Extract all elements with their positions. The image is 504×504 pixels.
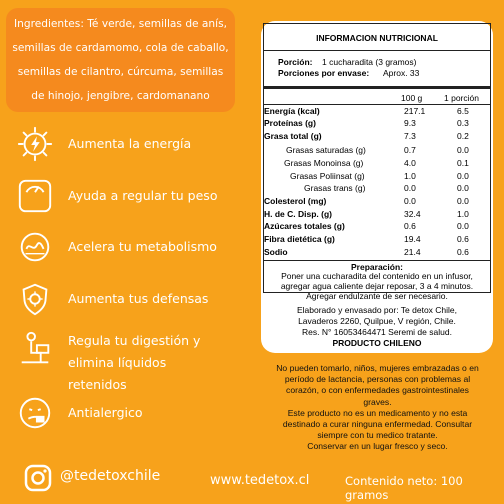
ingredients-text: Ingredientes: Té verde, semillas de anís, semillas de cardamomo, cola de caballo, semillas de cilantro, cúrcuma, semillas de hinojo, jengibre, cardomanano	[12, 18, 229, 102]
benefit-label: Ayuda a regular tu peso	[68, 188, 218, 203]
benefit-label: Acelera tu metabolismo	[68, 239, 217, 254]
benefit-label: Aumenta la energía	[68, 136, 192, 151]
digestion-icon	[16, 330, 54, 368]
product-origin: PRODUCTO CHILENO	[332, 338, 422, 348]
column-portion: 1 porción	[444, 93, 479, 103]
weight-scale-icon	[16, 177, 54, 215]
warning-text: No pueden tomarlo, niños, mujeres embrazadas o en período de lactancia, personas con problemas al corazón, o con enfermedades gastrointestinales graves. Este producto no es un medicamento y no esta destinado a curar ninguna enfermedad. Consultar siempre con tu medico tratante. Conservar en un lugar fresco y seco.	[276, 363, 479, 452]
nutrition-panel	[261, 21, 493, 353]
portion-value: 1 cucharadita (3 gramos)	[322, 57, 417, 67]
portion-label: Porción:	[278, 57, 313, 67]
preparation-title: Preparación:	[351, 262, 403, 272]
benefit-weight	[16, 177, 256, 215]
benefit-antiallergic	[16, 394, 256, 432]
column-100g: 100 g	[401, 93, 423, 103]
benefit-label: Regula tu digestión y elimina líquidos retenidos	[68, 333, 201, 392]
manufacturer-line: Lavaderos 2260, Quilpue, V región, Chile.	[298, 316, 456, 326]
benefit-defenses	[16, 280, 256, 318]
benefit-digestion	[16, 330, 256, 396]
benefit-energy	[16, 125, 256, 163]
servings-label: Porciones por envase:	[278, 68, 370, 78]
metabolism-icon	[16, 228, 54, 266]
preparation-line: agregar agua caliente dejar reposar, 3 a 4 minutos.	[280, 281, 474, 291]
shield-defense-icon	[16, 280, 54, 318]
benefit-label: Aumenta tus defensas	[68, 291, 209, 306]
sneeze-icon	[16, 394, 54, 432]
preparation-line: Agregar endulzante de ser necesario.	[306, 291, 448, 301]
website-link[interactable]: www.tedetox.cl	[210, 473, 310, 488]
benefit-label: Antialergico	[68, 405, 143, 420]
manufacturer-line: Elaborado y envasado por: Te detox Chile,	[296, 305, 458, 315]
servings-value: Aprox. 33	[383, 68, 420, 78]
nutrition-title: INFORMACION NUTRICIONAL	[316, 33, 438, 43]
manufacturer-line: Res. N° 16053464471 Seremi de salud.	[302, 327, 452, 337]
instagram-handle[interactable]: @tedetoxchile	[60, 468, 161, 484]
ingredients-box	[6, 8, 235, 112]
instagram-icon[interactable]	[24, 464, 52, 492]
net-content: Contenido neto: 100 gramos	[345, 474, 463, 502]
nutrition-table: INFORMACION NUTRICIONAL Porción: 1 cucharadita (3 gramos) Porciones por envase: Aprox. 33 100 g 1 porción Energía (kcal) 217.1 6.5 Proteínas (g) 9.3 0.3 Grasa total (g) 7.3 0.2 Grasas saturadas (g) 0.7 0.0 Grasas Monoinsa (g) 4.0 0.1 Grasas Poliinsat (g) 1.0 0.0 Grasas trans (g) 0.0 0.0 Colesterol (mg) 0.0 0.0 H. de C. Disp. (g) 32.4 1.0 Azúcares totales (g) 0.6 0.0 Fibra dietética (g) 19.4 0.6 Sodio 21.4 0.6 Preparación: Poner una cucharadita del contenido en un infusor, agregar agua caliente dejar reposar, 3 a 4 minutos. Agregar endulzante de ser necesario.	[263, 23, 491, 293]
preparation-line: Poner una cucharadita del contenido en un infusor,	[281, 271, 473, 281]
energy-bolt-icon	[16, 125, 54, 163]
benefit-metabolism	[16, 228, 256, 266]
